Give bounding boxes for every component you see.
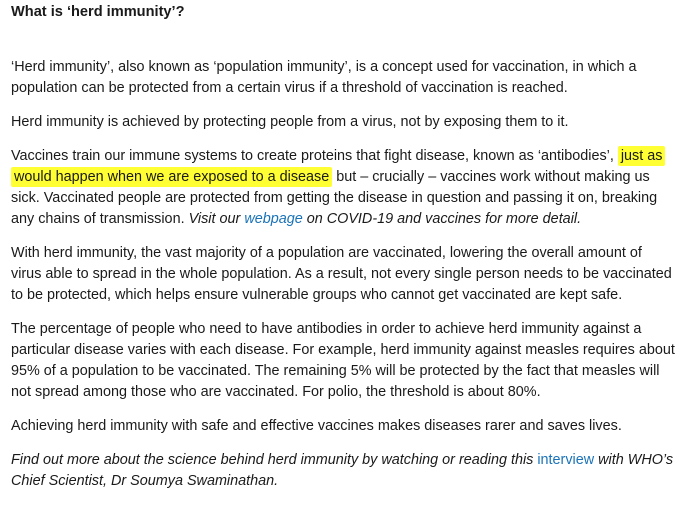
paragraph-safe-vaccines: Achieving herd immunity with safe and effective vaccines makes diseases rarer and saves lives.: [11, 418, 622, 434]
highlighted-text: just as: [618, 146, 666, 166]
section-heading: What is ‘herd immunity’?: [11, 4, 185, 20]
italic-note: Find out more about the science behind herd immunity by watching or reading this: [11, 452, 538, 468]
interview-link[interactable]: interview: [537, 452, 595, 468]
paragraph-find-out-more: [11, 450, 676, 492]
italic-note: Visit our webpage on COVID-19 and vaccines for more detail.: [188, 211, 582, 227]
paragraph-definition: ‘Herd immunity’, also known as ‘population immunity’, is a concept used for vaccination, in which a population can be protected from a certain virus if a threshold of vaccination is reached.: [11, 59, 637, 96]
paragraph-threshold-varies: The percentage of people who need to have antibodies in order to achieve herd immunity against a particular disease varies with each disease. For example, herd immunity against measles requires about 95% of a population to be vaccinated. The remaining 5% will be protected by the fact that measles will not spread among those who are vaccinated. For polio, the threshold is about 80%.: [11, 321, 675, 400]
paragraph-achieved-by: Herd immunity is achieved by protecting people from a virus, not by exposing them to it.: [11, 114, 569, 130]
paragraph-text: but – crucially – vaccines work without making us sick. Vaccinated people are protected from getting the disease in question and passing it on, breaking any chains of transmission.: [11, 169, 658, 227]
article-body: [11, 0, 676, 492]
paragraph-majority-vaccinated: With herd immunity, the vast majority of a population are vaccinated, lowering the overall amount of virus able to spread in the whole population. As a result, not every single person needs to be vaccinated to be protected, which helps ensure vulnerable groups who cannot get vaccinated are kept safe.: [11, 245, 672, 303]
paragraph-vaccines-train: [11, 146, 676, 230]
webpage-link[interactable]: webpage: [244, 211, 303, 227]
highlighted-text-continued: would happen when we are exposed to a disease: [11, 167, 332, 187]
italic-note-end: with WHO’s Chief Scientist, Dr Soumya Swaminathan.: [11, 452, 674, 489]
paragraph-text: Vaccines train our immune systems to create proteins that fight disease, known as ‘antibodies’,: [11, 148, 618, 164]
